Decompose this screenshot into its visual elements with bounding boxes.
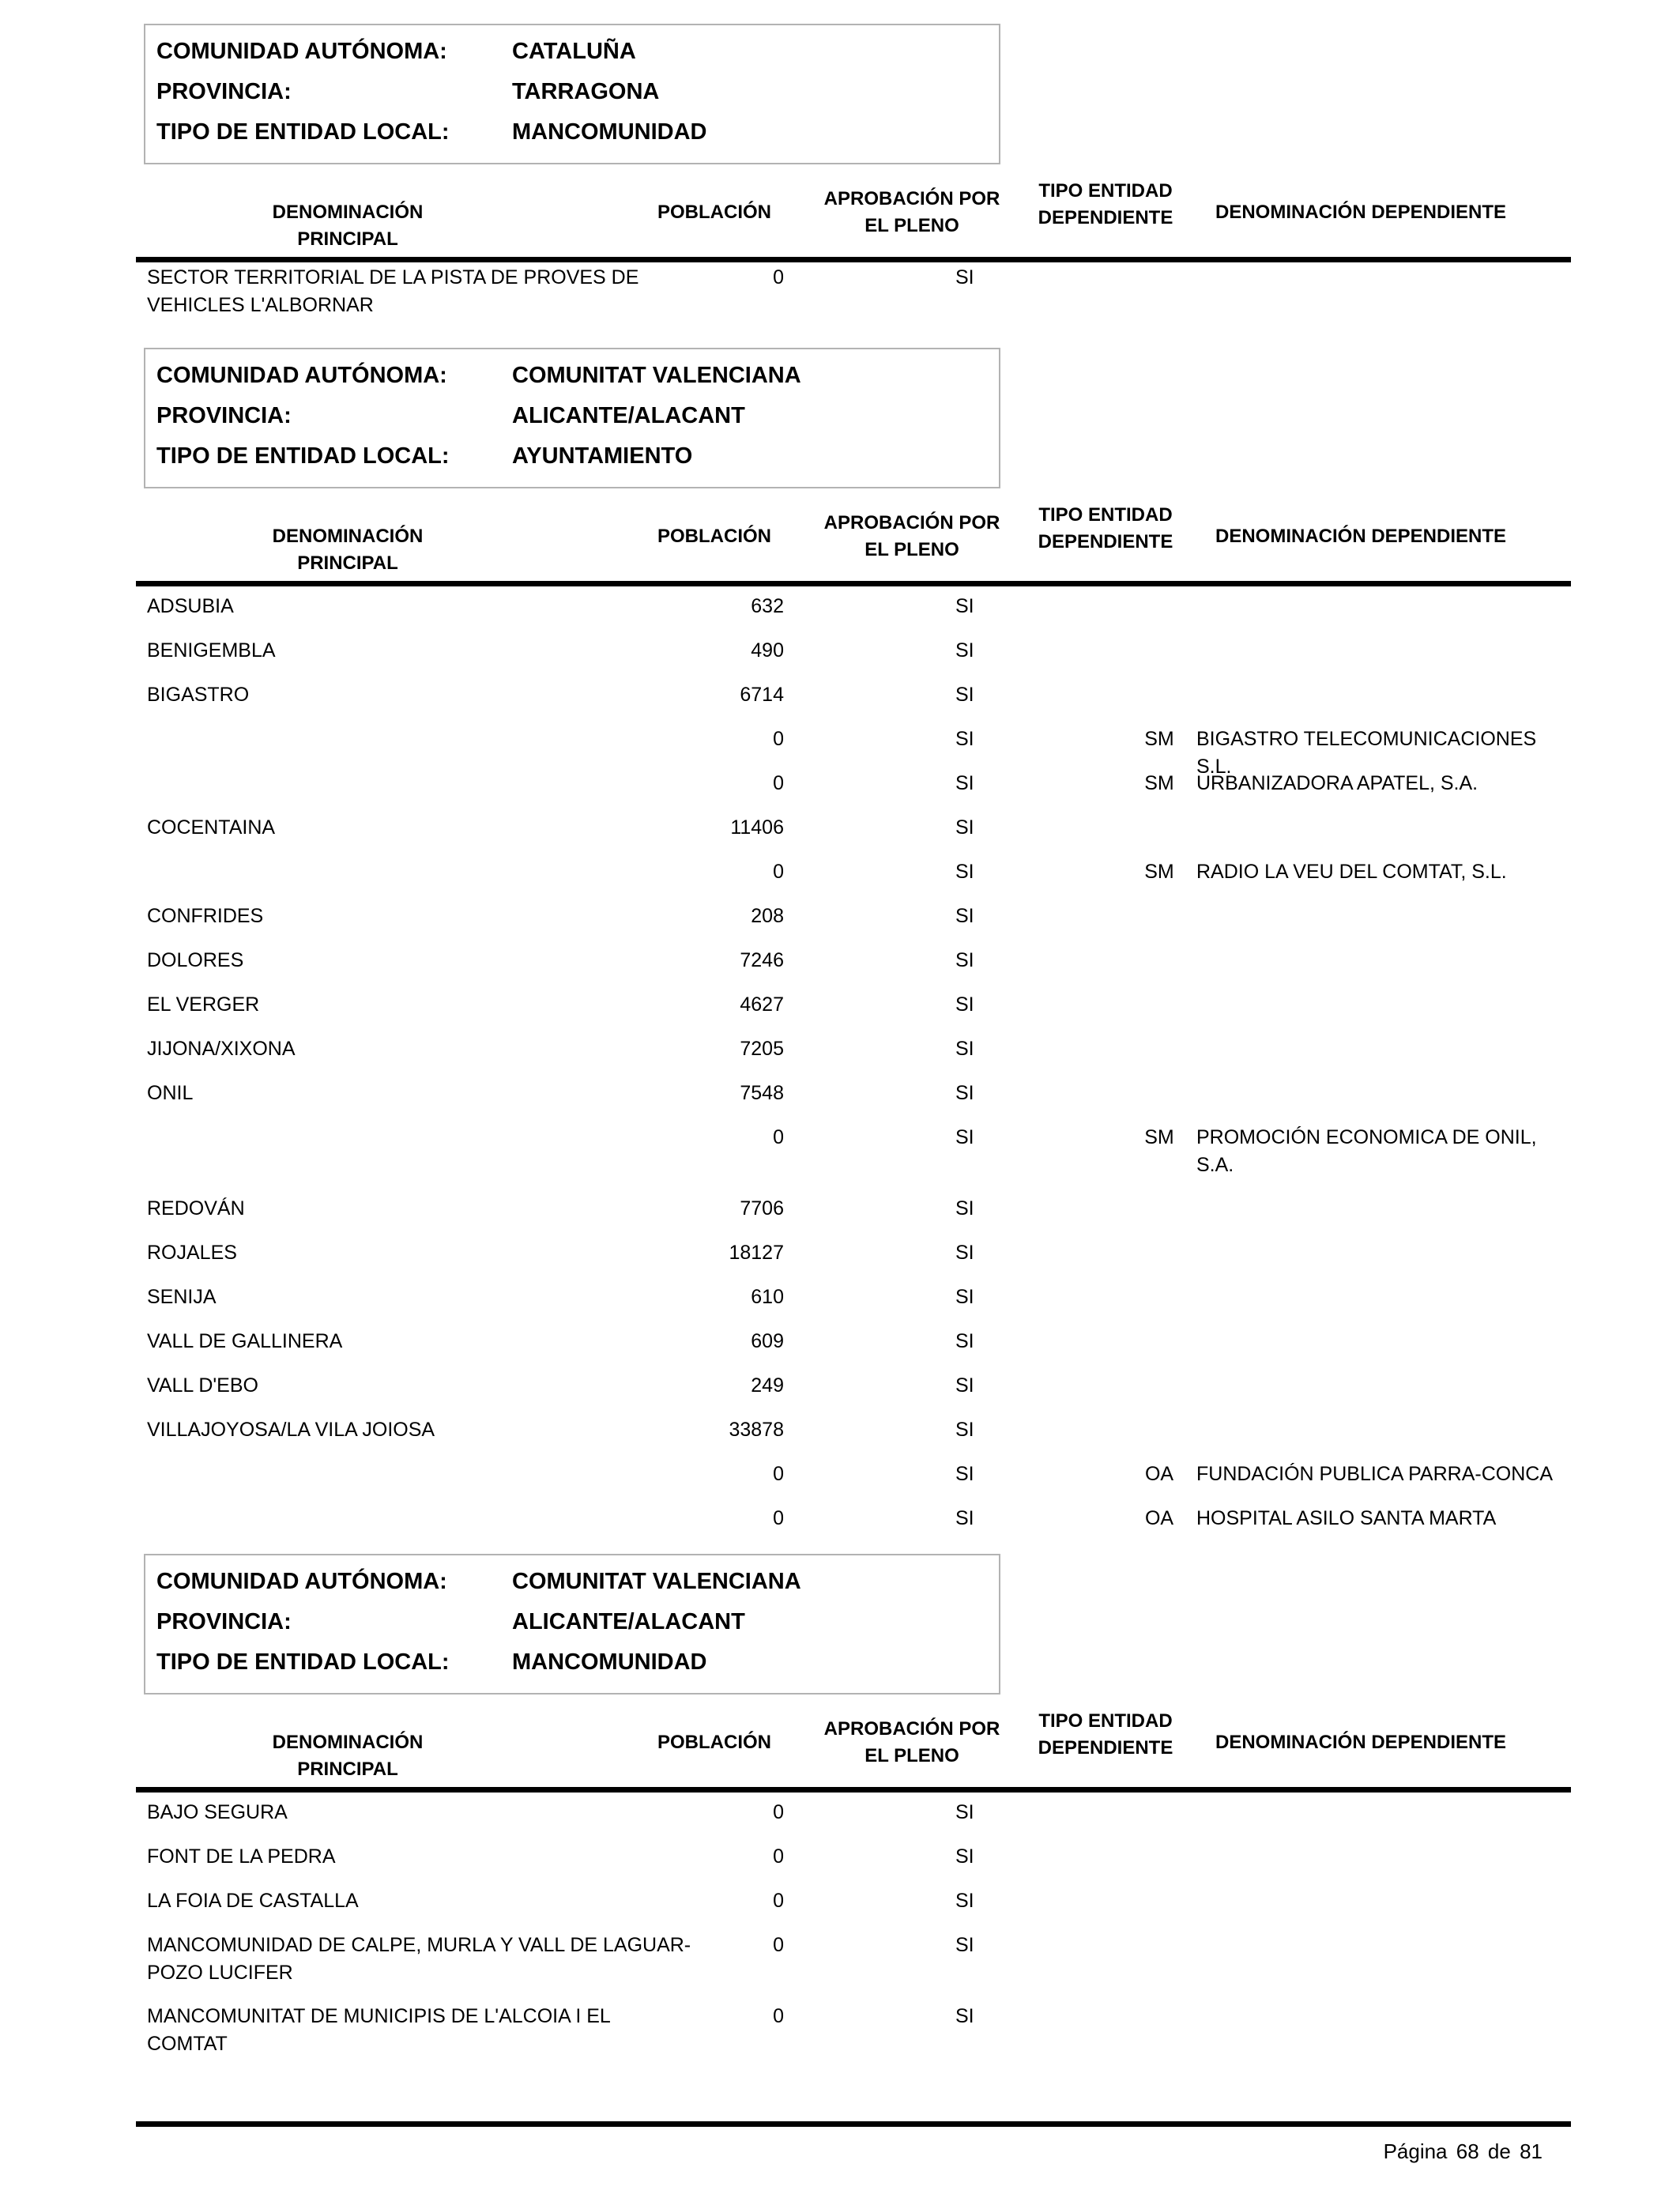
cell-aprobacion: SI xyxy=(955,905,974,927)
cell-aprobacion: SI xyxy=(955,1419,974,1441)
cell-denominacion-principal xyxy=(147,991,700,1019)
header-aprobacion xyxy=(809,510,1015,564)
cell-denominacion-principal xyxy=(147,2003,700,2058)
tipo-entidad-label: TIPO DE ENTIDAD LOCAL: xyxy=(156,119,450,145)
header-tipo-entidad-line: TIPO ENTIDAD xyxy=(1038,1710,1173,1732)
cell-poblacion: 0 xyxy=(773,266,784,288)
header-rule xyxy=(136,1787,1571,1793)
cell-denominacion-dependiente xyxy=(1196,770,1568,797)
header-poblacion xyxy=(635,523,793,550)
cell-denominacion-dependiente xyxy=(1196,1461,1568,1488)
name-line-1: SENIJA xyxy=(147,1286,217,1308)
comunidad-value: CATALUÑA xyxy=(512,39,636,64)
cell-poblacion: 249 xyxy=(751,1374,784,1397)
name-line-1: COCENTAINA xyxy=(147,816,276,839)
cell-poblacion: 4627 xyxy=(740,993,784,1016)
cell-denominacion-dependiente xyxy=(1196,1124,1568,1179)
header-denominacion-dependiente xyxy=(1195,199,1527,226)
header-tipo-entidad-line: TIPO ENTIDAD xyxy=(1038,504,1173,526)
cell-denominacion-principal xyxy=(147,637,700,665)
comunidad-label: COMUNIDAD AUTÓNOMA: xyxy=(156,39,447,64)
cell-poblacion: 0 xyxy=(773,1507,784,1529)
header-tipo-entidad xyxy=(1023,178,1188,232)
provincia-value: TARRAGONA xyxy=(512,79,660,104)
dep-line-1: HOSPITAL ASILO SANTA MARTA xyxy=(1196,1507,1497,1529)
cell-poblacion: 7246 xyxy=(740,949,784,971)
cell-aprobacion: SI xyxy=(955,1507,974,1529)
header-tipo-entidad xyxy=(1023,1708,1188,1762)
name-line-2: COMTAT xyxy=(147,2033,228,2055)
header-poblacion-line: POBLACIÓN xyxy=(657,202,771,223)
cell-poblacion: 33878 xyxy=(729,1419,784,1441)
cell-poblacion: 0 xyxy=(773,861,784,883)
cell-denominacion-principal xyxy=(147,1416,700,1444)
comunidad-label: COMUNIDAD AUTÓNOMA: xyxy=(156,363,447,388)
cell-aprobacion: SI xyxy=(955,1934,974,1956)
cell-aprobacion: SI xyxy=(955,1463,974,1485)
cell-poblacion: 208 xyxy=(751,905,784,927)
cell-aprobacion: SI xyxy=(955,639,974,662)
cell-denominacion-dependiente xyxy=(1196,858,1568,886)
header-aprobacion-line: EL PLENO xyxy=(864,539,959,560)
name-line-2: POZO LUCIFER xyxy=(147,1962,293,1984)
cell-aprobacion: SI xyxy=(955,1242,974,1264)
header-aprobacion-line: EL PLENO xyxy=(864,1745,959,1766)
comunidad-value: COMUNITAT VALENCIANA xyxy=(512,1569,801,1594)
cell-poblacion: 0 xyxy=(773,1845,784,1868)
comunidad-value: COMUNITAT VALENCIANA xyxy=(512,363,801,388)
name-line-1: CONFRIDES xyxy=(147,905,264,927)
cell-poblacion: 0 xyxy=(773,1463,784,1485)
tipo-entidad-label: TIPO DE ENTIDAD LOCAL: xyxy=(156,1649,450,1675)
cell-aprobacion: SI xyxy=(955,1330,974,1352)
cell-denominacion-principal xyxy=(147,1328,700,1355)
cell-denominacion-principal xyxy=(147,1799,700,1826)
cell-poblacion: 0 xyxy=(773,772,784,794)
cell-tipo-entidad: OA xyxy=(1144,1507,1174,1529)
name-line-1: BIGASTRO xyxy=(147,684,250,706)
dep-line-1: RADIO LA VEU DEL COMTAT, S.L. xyxy=(1196,861,1507,883)
cell-aprobacion: SI xyxy=(955,2005,974,2027)
cell-poblacion: 0 xyxy=(773,1801,784,1823)
cell-tipo-entidad: OA xyxy=(1144,1463,1174,1485)
table-header xyxy=(136,1698,1571,1793)
name-line-1: LA FOIA DE CASTALLA xyxy=(147,1890,359,1912)
cell-aprobacion: SI xyxy=(955,266,974,288)
name-line-1: DOLORES xyxy=(147,949,244,971)
header-rule xyxy=(136,581,1571,586)
header-aprobacion xyxy=(809,186,1015,239)
footer-rule xyxy=(136,2121,1571,2127)
cell-aprobacion: SI xyxy=(955,1082,974,1104)
header-poblacion xyxy=(635,199,793,226)
dep-line-2: S.A. xyxy=(1196,1154,1234,1176)
header-tipo-entidad-line: DEPENDIENTE xyxy=(1038,1737,1173,1759)
comunidad-label: COMUNIDAD AUTÓNOMA: xyxy=(156,1569,447,1594)
cell-poblacion: 0 xyxy=(773,2005,784,2027)
header-aprobacion xyxy=(809,1716,1015,1770)
cell-denominacion-principal xyxy=(147,1195,700,1223)
name-line-2: VEHICLES L'ALBORNAR xyxy=(147,294,374,316)
cell-aprobacion: SI xyxy=(955,1197,974,1220)
cell-denominacion-principal xyxy=(147,1932,700,1987)
header-denominacion-principal-line: DENOMINACIÓN PRINCIPAL xyxy=(272,1732,424,1780)
cell-tipo-entidad: SM xyxy=(1144,728,1174,750)
name-line-1: MANCOMUNITAT DE MUNICIPIS DE L'ALCOIA I EL xyxy=(147,2005,611,2027)
cell-denominacion-principal xyxy=(147,681,700,709)
provincia-label: PROVINCIA: xyxy=(156,79,292,104)
cell-poblacion: 6714 xyxy=(740,684,784,706)
cell-poblacion: 11406 xyxy=(730,816,784,839)
header-tipo-entidad-line: TIPO ENTIDAD xyxy=(1038,180,1173,202)
page-number xyxy=(1382,2137,1544,2166)
cell-aprobacion: SI xyxy=(955,861,974,883)
section-info-box xyxy=(144,24,1000,164)
cell-denominacion-principal xyxy=(147,947,700,974)
header-denominacion-dependiente-line: DENOMINACIÓN DEPENDIENTE xyxy=(1215,1732,1507,1753)
table-header xyxy=(136,168,1571,262)
cell-denominacion-principal xyxy=(147,1080,700,1107)
name-line-1: ADSUBIA xyxy=(147,595,234,617)
cell-denominacion-principal xyxy=(147,264,700,319)
header-denominacion-dependiente-line: DENOMINACIÓN DEPENDIENTE xyxy=(1215,202,1507,223)
cell-poblacion: 632 xyxy=(751,595,784,617)
page-total: 81 xyxy=(1520,2139,1543,2163)
cell-aprobacion: SI xyxy=(955,595,974,617)
header-denominacion-dependiente xyxy=(1195,1729,1527,1756)
cell-aprobacion: SI xyxy=(955,728,974,750)
cell-denominacion-dependiente xyxy=(1196,1505,1568,1532)
cell-denominacion-principal xyxy=(147,1887,700,1915)
dep-line-1: URBANIZADORA APATEL, S.A. xyxy=(1196,772,1478,794)
cell-poblacion: 18127 xyxy=(729,1242,784,1264)
cell-poblacion: 7548 xyxy=(740,1082,784,1104)
header-denominacion-principal xyxy=(229,1729,466,1783)
section-info-box xyxy=(144,1554,1000,1695)
header-rule xyxy=(136,257,1571,262)
name-line-1: VALL D'EBO xyxy=(147,1374,258,1397)
cell-aprobacion: SI xyxy=(955,816,974,839)
provincia-label: PROVINCIA: xyxy=(156,403,292,428)
header-denominacion-principal xyxy=(229,199,466,253)
cell-poblacion: 0 xyxy=(773,1126,784,1148)
dep-line-1: BIGASTRO TELECOMUNICACIONES S.L. xyxy=(1196,728,1537,778)
header-denominacion-principal xyxy=(229,523,466,577)
cell-aprobacion: SI xyxy=(955,993,974,1016)
cell-tipo-entidad: SM xyxy=(1144,1126,1174,1148)
cell-aprobacion: SI xyxy=(955,1374,974,1397)
name-line-1: FONT DE LA PEDRA xyxy=(147,1845,336,1868)
header-poblacion xyxy=(635,1729,793,1756)
name-line-1: REDOVÁN xyxy=(147,1197,245,1220)
cell-poblacion: 490 xyxy=(751,639,784,662)
dep-line-1: FUNDACIÓN PUBLICA PARRA-CONCA xyxy=(1196,1463,1553,1485)
tipo-entidad-value: MANCOMUNIDAD xyxy=(512,119,707,145)
cell-aprobacion: SI xyxy=(955,949,974,971)
name-line-1: MANCOMUNIDAD DE CALPE, MURLA Y VALL DE LAGUAR- xyxy=(147,1934,691,1956)
cell-poblacion: 7706 xyxy=(740,1197,784,1220)
name-line-1: JIJONA/XIXONA xyxy=(147,1038,296,1060)
header-denominacion-dependiente-line: DENOMINACIÓN DEPENDIENTE xyxy=(1215,526,1507,547)
header-denominacion-principal-line: DENOMINACIÓN PRINCIPAL xyxy=(272,526,424,574)
page-current: 68 xyxy=(1456,2139,1479,2163)
cell-poblacion: 610 xyxy=(751,1286,784,1308)
tipo-entidad-label: TIPO DE ENTIDAD LOCAL: xyxy=(156,443,450,469)
cell-tipo-entidad: SM xyxy=(1144,772,1174,794)
name-line-1: EL VERGER xyxy=(147,993,260,1016)
page-of: de xyxy=(1487,2139,1511,2163)
cell-aprobacion: SI xyxy=(955,1286,974,1308)
cell-poblacion: 0 xyxy=(773,1934,784,1956)
name-line-1: BAJO SEGURA xyxy=(147,1801,288,1823)
cell-denominacion-principal xyxy=(147,1239,700,1267)
cell-denominacion-principal xyxy=(147,1372,700,1400)
name-line-1: SECTOR TERRITORIAL DE LA PISTA DE PROVES DE xyxy=(147,266,639,288)
cell-denominacion-principal xyxy=(147,1284,700,1311)
name-line-1: ONIL xyxy=(147,1082,194,1104)
header-denominacion-principal-line: DENOMINACIÓN PRINCIPAL xyxy=(272,202,424,250)
cell-aprobacion: SI xyxy=(955,1801,974,1823)
name-line-1: VALL DE GALLINERA xyxy=(147,1330,343,1352)
header-aprobacion-line: APROBACIÓN POR xyxy=(823,188,1000,209)
cell-aprobacion: SI xyxy=(955,684,974,706)
header-tipo-entidad-line: DEPENDIENTE xyxy=(1038,531,1173,552)
cell-aprobacion: SI xyxy=(955,1845,974,1868)
header-tipo-entidad xyxy=(1023,502,1188,556)
section-info-box xyxy=(144,348,1000,488)
name-line-1: VILLAJOYOSA/LA VILA JOIOSA xyxy=(147,1419,435,1441)
header-poblacion-line: POBLACIÓN xyxy=(657,526,771,547)
page-label: Página xyxy=(1383,2139,1448,2163)
header-aprobacion-line: APROBACIÓN POR xyxy=(823,512,1000,533)
cell-aprobacion: SI xyxy=(955,1126,974,1148)
name-line-1: BENIGEMBLA xyxy=(147,639,276,662)
tipo-entidad-value: MANCOMUNIDAD xyxy=(512,1649,707,1675)
provincia-label: PROVINCIA: xyxy=(156,1609,292,1634)
cell-denominacion-principal xyxy=(147,1035,700,1063)
cell-aprobacion: SI xyxy=(955,772,974,794)
tipo-entidad-value: AYUNTAMIENTO xyxy=(512,443,693,469)
header-aprobacion-line: APROBACIÓN POR xyxy=(823,1718,1000,1740)
cell-poblacion: 0 xyxy=(773,1890,784,1912)
provincia-value: ALICANTE/ALACANT xyxy=(512,403,745,428)
header-denominacion-dependiente xyxy=(1195,523,1527,550)
cell-poblacion: 609 xyxy=(751,1330,784,1352)
cell-poblacion: 0 xyxy=(773,728,784,750)
name-line-1: ROJALES xyxy=(147,1242,237,1264)
dep-line-1: PROMOCIÓN ECONOMICA DE ONIL, xyxy=(1196,1126,1537,1148)
cell-denominacion-principal xyxy=(147,903,700,930)
cell-tipo-entidad: SM xyxy=(1144,861,1174,883)
cell-poblacion: 7205 xyxy=(740,1038,784,1060)
cell-denominacion-principal xyxy=(147,1843,700,1871)
header-aprobacion-line: EL PLENO xyxy=(864,215,959,236)
cell-aprobacion: SI xyxy=(955,1038,974,1060)
provincia-value: ALICANTE/ALACANT xyxy=(512,1609,745,1634)
header-tipo-entidad-line: DEPENDIENTE xyxy=(1038,207,1173,228)
header-poblacion-line: POBLACIÓN xyxy=(657,1732,771,1753)
cell-aprobacion: SI xyxy=(955,1890,974,1912)
cell-denominacion-principal xyxy=(147,814,700,842)
table-header xyxy=(136,492,1571,586)
cell-denominacion-principal xyxy=(147,593,700,620)
